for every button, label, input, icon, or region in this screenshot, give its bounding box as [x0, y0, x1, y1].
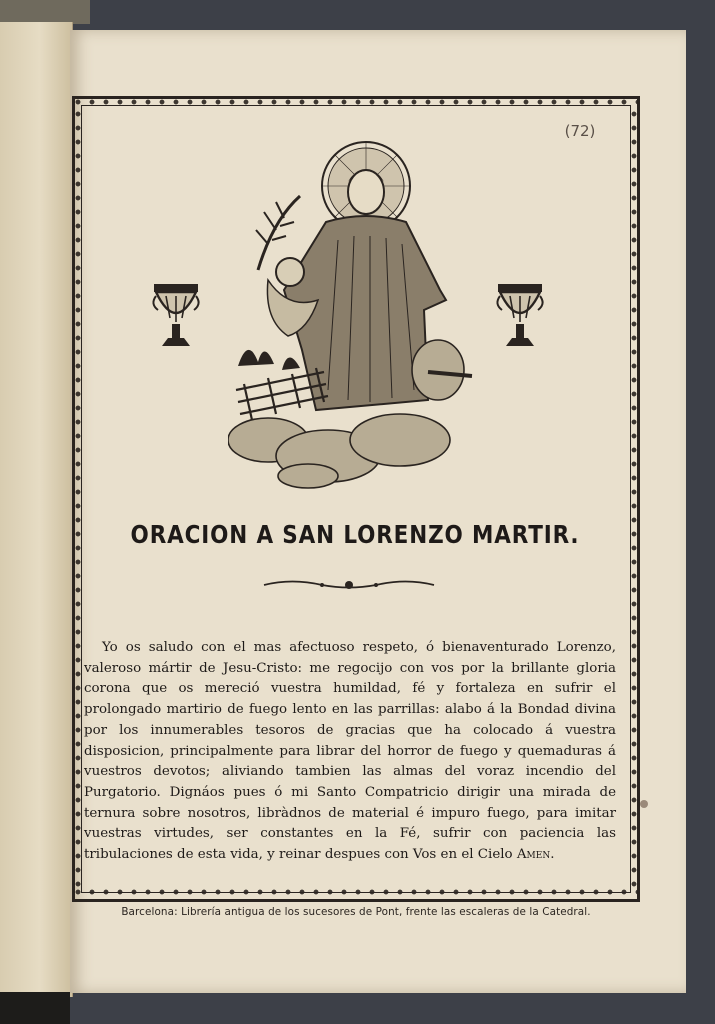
frame-right-border: [628, 108, 640, 888]
prayer-closing: Amen.: [516, 847, 555, 863]
saint-lorenzo-engraving-icon: [228, 140, 474, 490]
urn-icon-left: [150, 280, 202, 352]
facing-page: [0, 22, 73, 997]
frame-bottom-border: [72, 886, 640, 898]
urn-icon-right: [494, 280, 546, 352]
binding-mark: [640, 800, 648, 808]
page-title: ORACION A SAN LORENZO MARTIR.: [130, 520, 580, 549]
catalog-number: (72): [564, 122, 596, 140]
book-edge-top: [0, 0, 90, 24]
frame-left-border: [72, 108, 84, 888]
book-edge-bottom: [0, 992, 70, 1024]
frame-top-border: [72, 96, 640, 108]
flourish-divider-icon: [262, 576, 436, 594]
prayer-body: Yo os saludo con el mas afectuoso respeto, ó bienaventurado Lorenzo, valeroso mártir de Jesu-Cristo: me regocijo con vos por la brillante gloria corona que os mereció vuestra humildad, fé y fortaleza en sufrir el prolongado martirio de fuego lento en las parrillas: alabo á la Bondad divina por los innumerables tesoros de gracias que ha colocado á vuestra disposicion, principalmente para librar del horror de fuego y quemaduras á vuestros devotos; aliviando tambien las almas del voraz incendio del Purgatorio. Dignáos pues ó mi Santo Compatricio dirigir una mirada de ternura sobre nosotros, libràdnos de material é impuro fuego, para imitar vuestras virtudes, ser constantes en la Fé, sufrir con paciencia las tribulaciones de esta vida, y reinar despues con Vos en el Cielo: [84, 640, 616, 863]
publisher-imprint: Barcelona: Librería antigua de los sucesores de Pont, frente las escaleras de la Catedral.: [121, 906, 591, 918]
prayer-text: [84, 638, 616, 866]
